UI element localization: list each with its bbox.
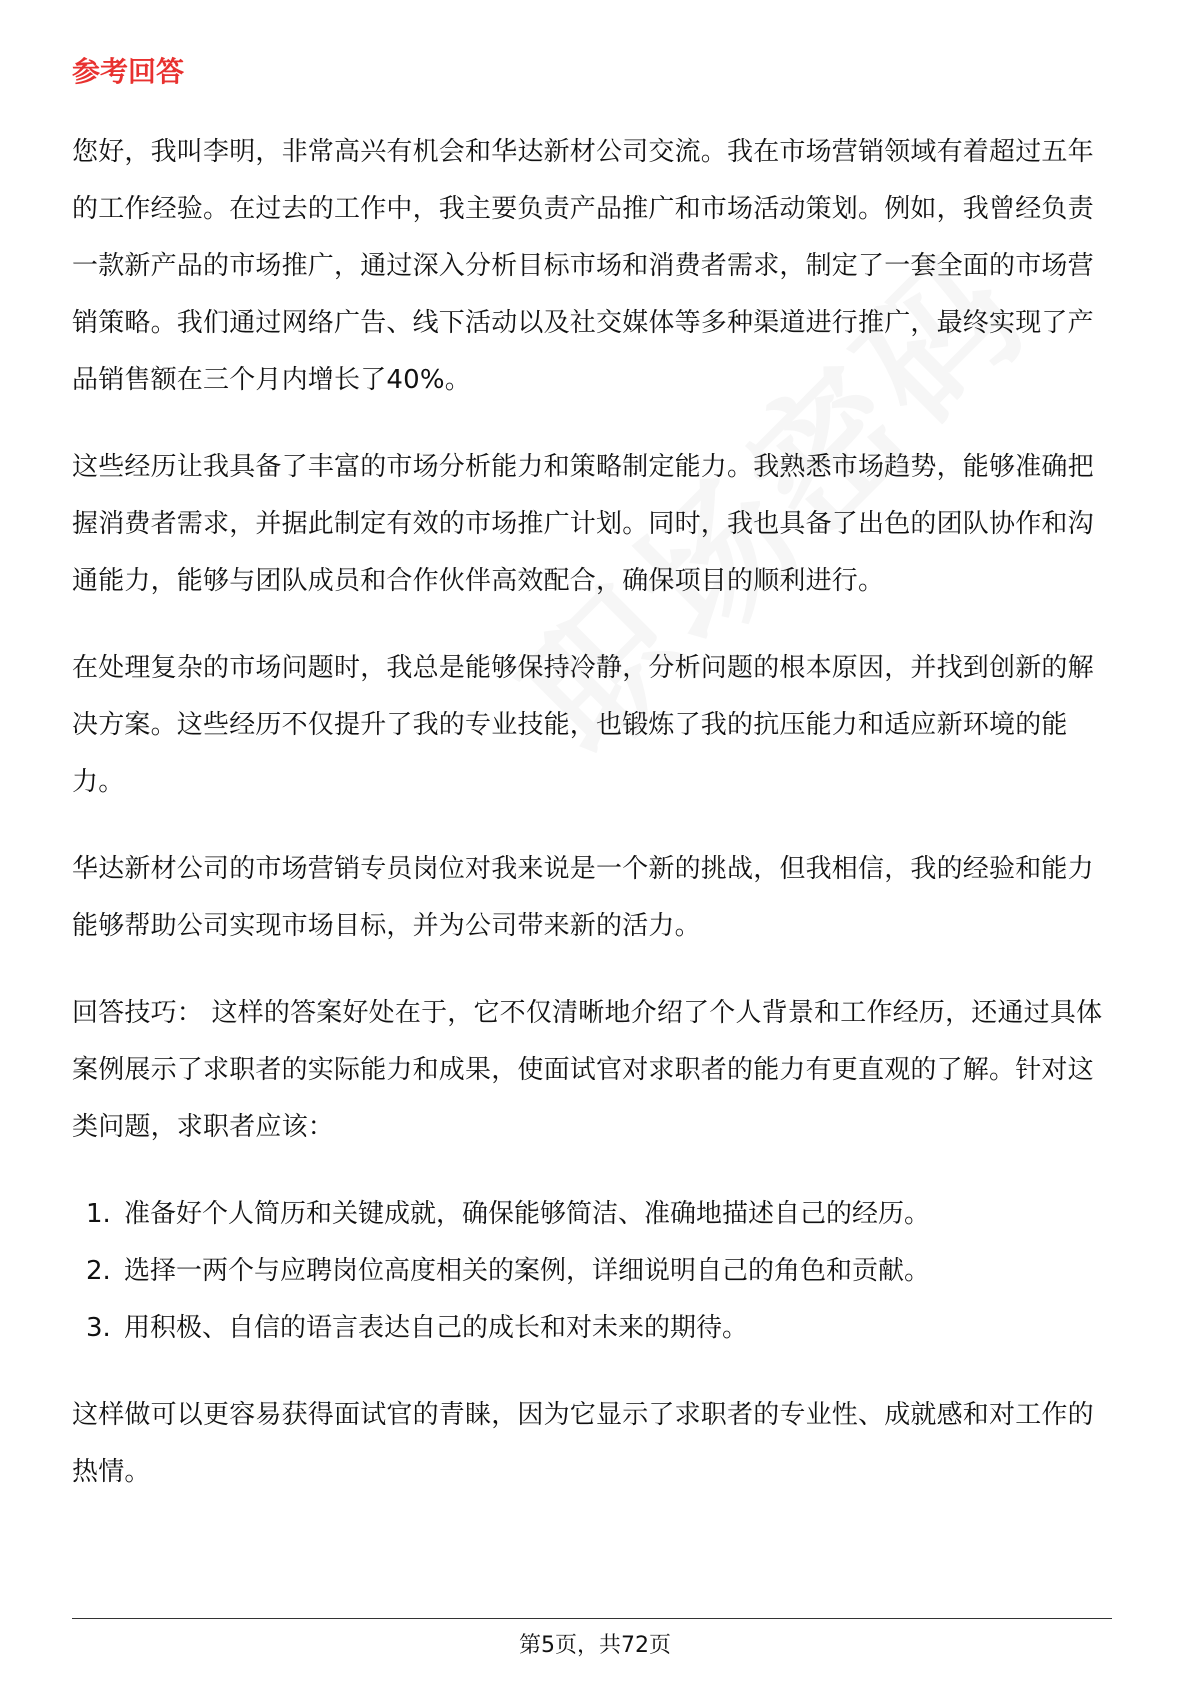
list-item-text: 用积极、自信的语言表达自己的成长和对未来的期待。 <box>124 1313 749 1343</box>
tips-list <box>72 1186 1112 1357</box>
list-item <box>72 1243 1112 1300</box>
paragraph-abilities: 这些经历让我具备了丰富的市场分析能力和策略制定能力。我熟悉市场趋势，能够准确把握消费者需求，并据此制定有效的市场推广计划。同时，我也具备了出色的团队协作和沟通能力，能够与团队成员和合作伙伴高效配合，确保项目的顺利进行。 <box>72 452 1094 596</box>
list-item-text: 准备好个人简历和关键成就，确保能够简洁、准确地描述自己的经历。 <box>124 1199 931 1229</box>
list-item <box>72 1186 1112 1243</box>
list-item-number: 2. <box>86 1256 111 1286</box>
list-item-text: 选择一两个与应聘岗位高度相关的案例，详细说明自己的角色和贡献。 <box>124 1256 931 1286</box>
section-heading: 参考回答 <box>72 55 185 88</box>
document-page <box>72 48 1112 1531</box>
list-item-number: 3. <box>86 1313 111 1343</box>
list-item-number: 1. <box>86 1199 111 1229</box>
paragraph-motivation: 华达新材公司的市场营销专员岗位对我来说是一个新的挑战，但我相信，我的经验和能力能够帮助公司实现市场目标，并为公司带来新的活力。 <box>72 854 1094 941</box>
paragraph-closing: 这样做可以更容易获得面试官的青睐，因为它显示了求职者的专业性、成就感和对工作的热情。 <box>72 1400 1094 1487</box>
paragraph-answer-tips: 回答技巧： 这样的答案好处在于，它不仅清晰地介绍了个人背景和工作经历，还通过具体案例展示了求职者的实际能力和成果，使面试官对求职者的能力有更直观的了解。针对这类问题，求职者应该： <box>72 998 1103 1142</box>
paragraph-intro: 您好，我叫李明，非常高兴有机会和华达新材公司交流。我在市场营销领域有着超过五年的工作经验。在过去的工作中，我主要负责产品推广和市场活动策划。例如，我曾经负责一款新产品的市场推广，通过深入分析目标市场和消费者需求，制定了一套全面的市场营销策略。我们通过网络广告、线下活动以及社交媒体等多种渠道进行推广，最终实现了产品销售额在三个月内增长了40%。 <box>72 137 1094 395</box>
footer-divider <box>72 1618 1112 1619</box>
page-number: 第5页，共72页 <box>519 1633 671 1658</box>
paragraph-problem-solving: 在处理复杂的市场问题时，我总是能够保持冷静，分析问题的根本原因，并找到创新的解决方案。这些经历不仅提升了我的专业技能，也锻炼了我的抗压能力和适应新环境的能力。 <box>72 653 1094 797</box>
list-item <box>72 1300 1112 1357</box>
